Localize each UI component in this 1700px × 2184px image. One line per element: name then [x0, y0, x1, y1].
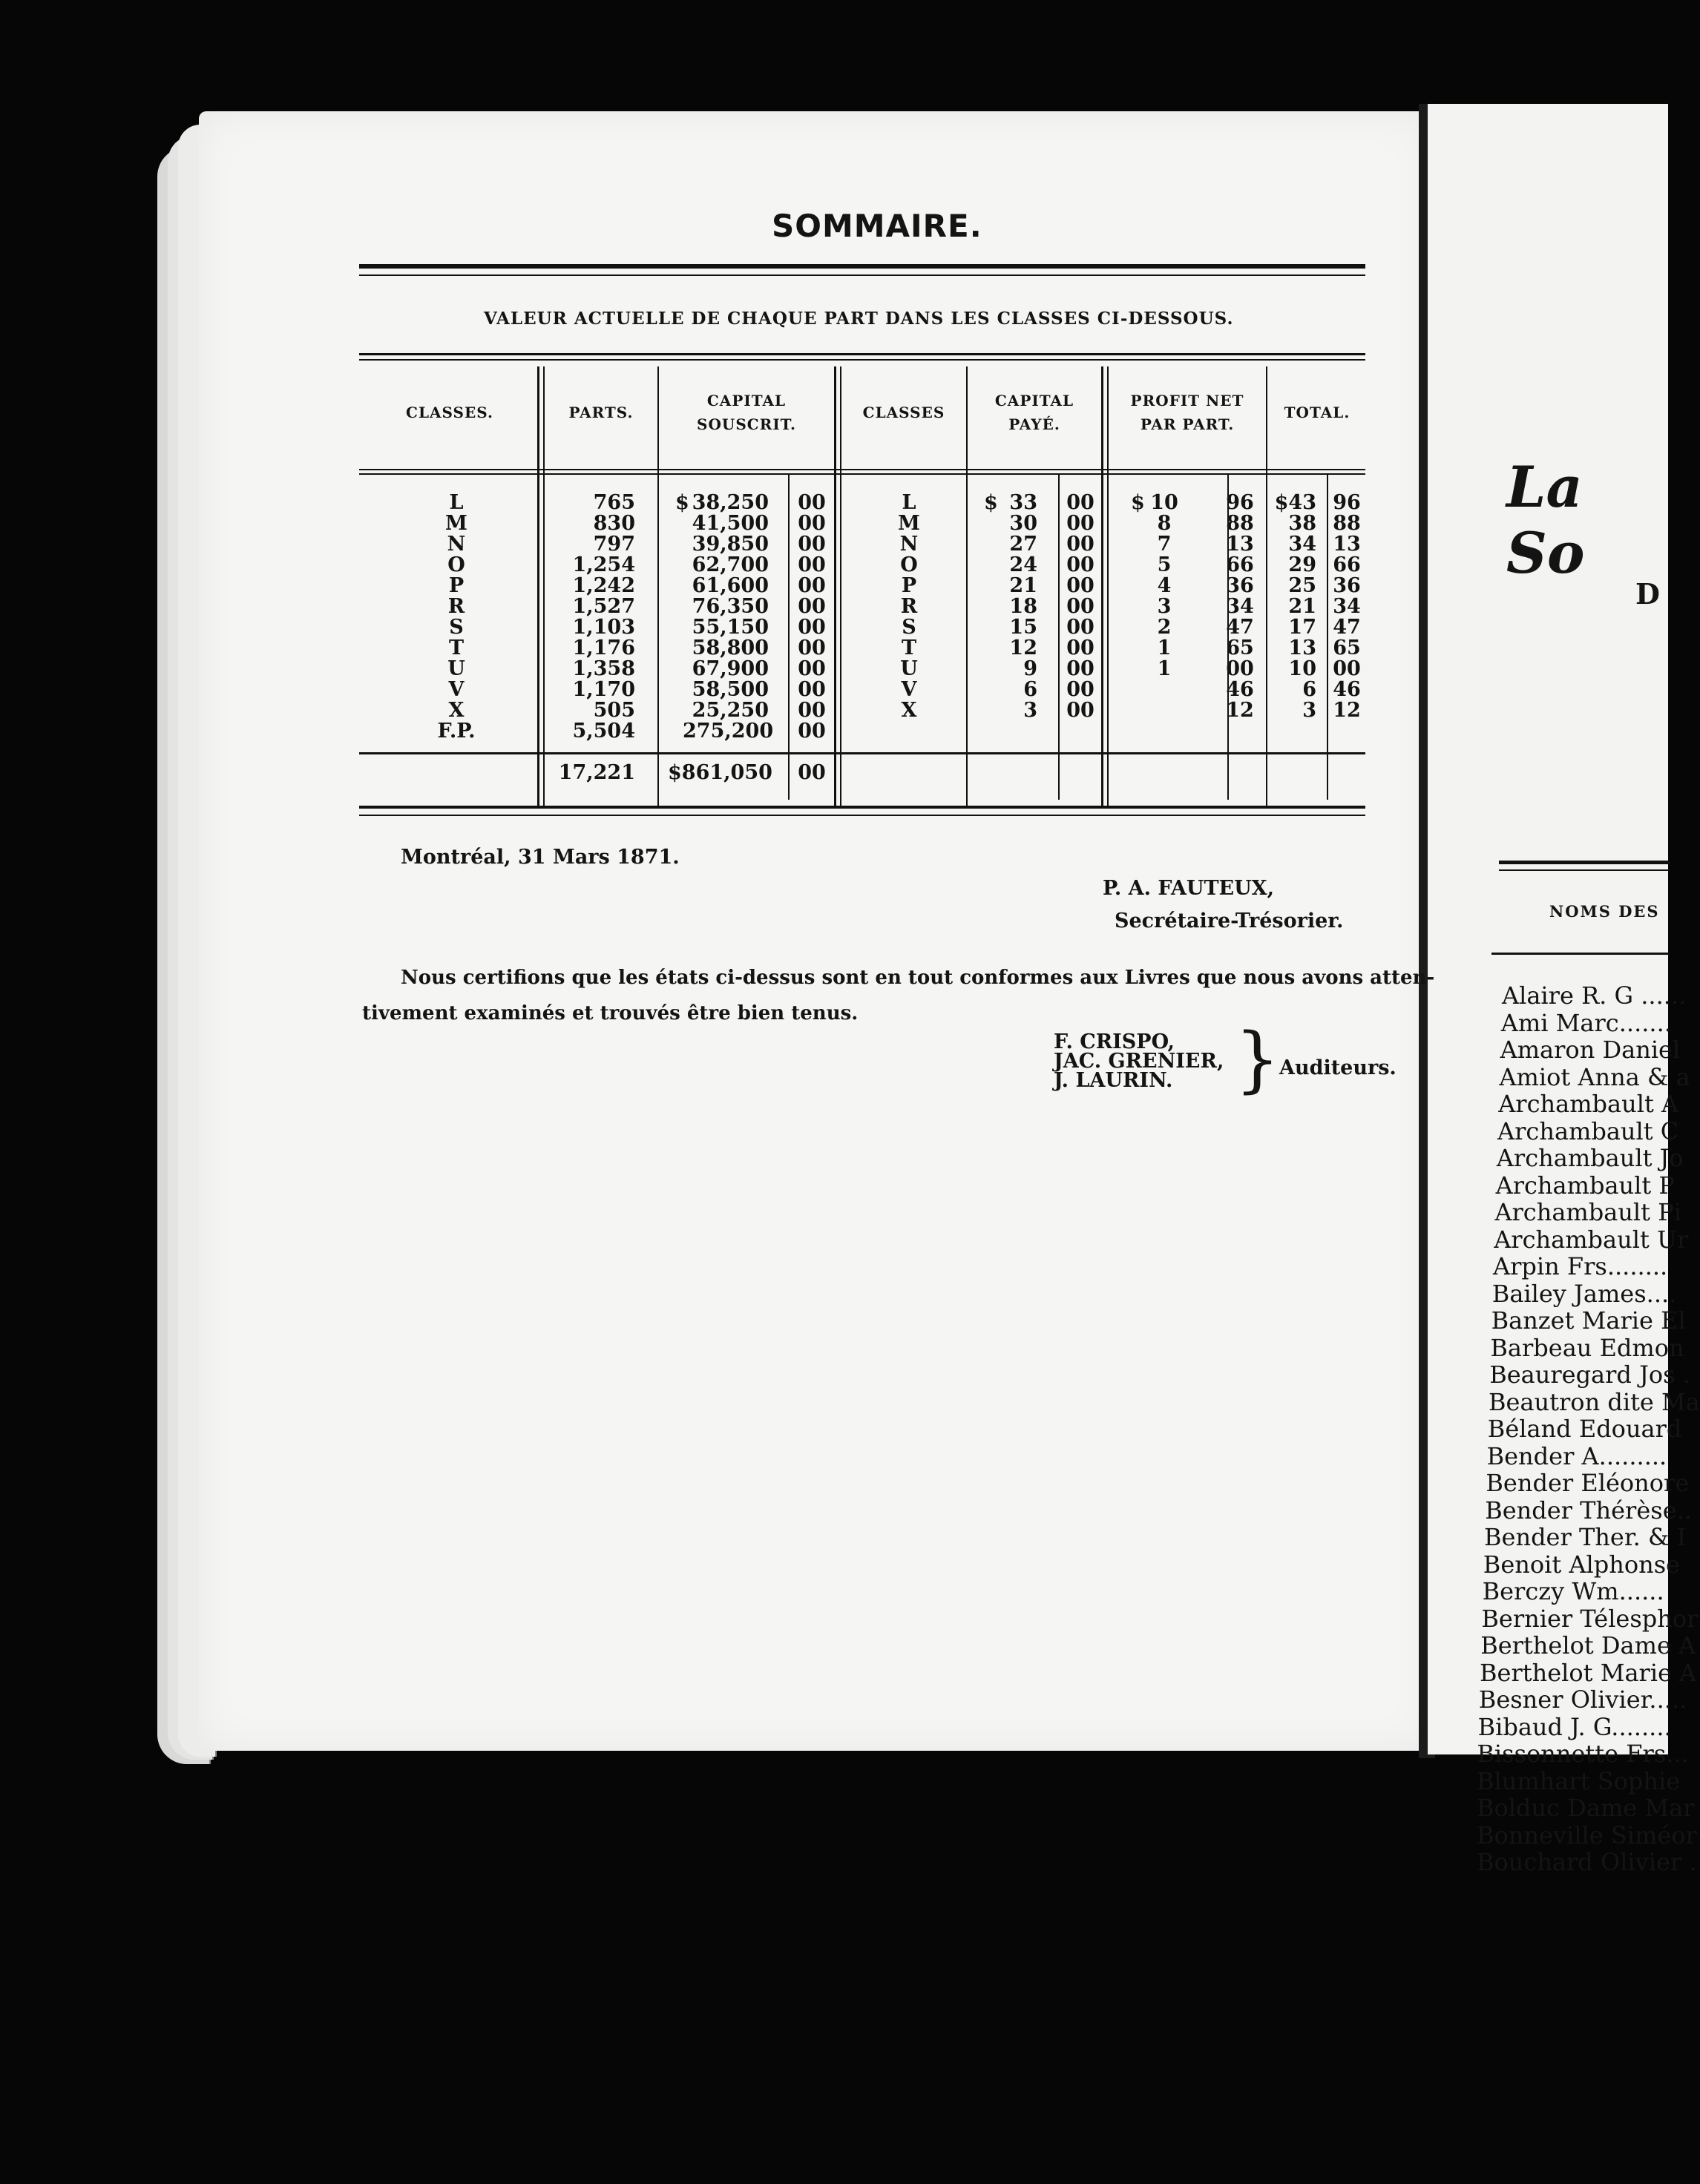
col-souscrit-dollar: $ — [675, 491, 689, 514]
total-parts: 17,221 — [558, 761, 635, 784]
auditor-1: F. CRISPO, — [1054, 1030, 1175, 1053]
column-rule — [537, 366, 539, 806]
right-rule-1 — [1499, 861, 1670, 864]
col-total-cents: 96 88 13 66 36 34 47 65 00 46 12 — [1333, 491, 1361, 722]
right-rule-2 — [1499, 869, 1670, 871]
name-entry: Arpin Frs........ — [1493, 1252, 1668, 1280]
col-classes: L M N O P R S T U V X F.P. — [437, 491, 476, 743]
col-paye: 33 30 27 24 21 18 15 12 9 6 3 — [1009, 491, 1037, 722]
col-profit-cents: 96 88 13 66 36 34 47 65 00 46 12 — [1226, 491, 1254, 722]
name-entry: Bender Thérèse.. — [1485, 1496, 1692, 1524]
header-classes-2 — [841, 401, 966, 424]
header-classes-label: CLASSES. — [406, 404, 493, 421]
column-rule — [543, 366, 545, 806]
signature-title: Secrétaire-Trésorier. — [1115, 910, 1344, 933]
name-entry: Bolduc Dame Mar — [1477, 1794, 1695, 1822]
total-souscrit: $861,050 — [668, 761, 772, 784]
page-title: SOMMAIRE. — [772, 208, 982, 244]
certification-line-2: tivement examinés et trouvés être bien tenus. — [362, 1002, 859, 1024]
name-entry: Archambault Pi — [1494, 1198, 1681, 1226]
name-entry: Béland Edouard — [1487, 1415, 1682, 1443]
name-entry: Alaire R. G ...... — [1502, 981, 1687, 1010]
header-capital-souscrit — [659, 389, 834, 436]
name-entry: Berthelot Dame A — [1480, 1631, 1696, 1660]
table-subtitle: VALEUR ACTUELLE DE CHAQUE PART DANS LES CLASSES CI-DESSOUS. — [484, 309, 1234, 329]
names-list — [1477, 982, 1700, 1876]
name-entry: Bouchard Olivier . — [1477, 1848, 1697, 1876]
rule-header-bottom-2 — [359, 473, 1365, 475]
name-entry: Bender A......... — [1486, 1441, 1667, 1470]
col-souscrit: 38,250 41,500 39,850 62,700 61,600 76,350 55,150 58,800 67,900 58,500 25,250 275,200 — [683, 491, 774, 743]
name-entry: Archambault A — [1498, 1090, 1679, 1118]
column-rule — [840, 366, 841, 806]
rule-table-bottom-2 — [359, 815, 1365, 816]
column-rule — [1058, 473, 1060, 800]
name-entry: Banzet Marie El — [1491, 1306, 1686, 1335]
auditor-2: JAC. GRENIER, — [1054, 1050, 1224, 1073]
header-classes — [364, 401, 536, 424]
header-capital-paye-line1: CAPITAL — [994, 392, 1074, 410]
name-entry: Bonneville Siméor — [1477, 1820, 1697, 1849]
col-profit: 10 8 7 5 4 3 2 1 1 — [1150, 491, 1178, 680]
header-parts-label: PARTS. — [568, 404, 634, 421]
rule-top-thin — [359, 274, 1365, 276]
name-entry: Archambault Jo — [1496, 1144, 1684, 1172]
total-cents: 00 — [798, 761, 826, 784]
name-entry: Bender Eléonore — [1486, 1469, 1690, 1497]
header-parts — [545, 401, 657, 424]
name-entry: Berczy Wm...... — [1482, 1577, 1664, 1605]
name-entry: Besner Olivier..... — [1478, 1685, 1687, 1714]
name-entry: Archambault Ur — [1494, 1225, 1689, 1254]
name-entry: Beauregard Jos . — [1489, 1361, 1690, 1389]
rule-top-thick — [359, 264, 1365, 269]
right-column-header: NOMS DES — [1549, 902, 1660, 921]
column-rule — [834, 366, 836, 806]
name-entry: Blumhart Sophie — [1477, 1766, 1681, 1795]
rule-sub-thin — [359, 359, 1365, 361]
name-entry: Archambault P — [1495, 1171, 1675, 1200]
header-capital-paye-line2: PAYÉ. — [1008, 415, 1060, 433]
rule-totals-top — [359, 752, 1365, 754]
name-entry: Berthelot Marie A — [1480, 1658, 1697, 1687]
certification-line-1: Nous certifions que les états ci-dessus sont en tout conformes aux Livres que nous avons atten- — [401, 967, 1435, 989]
name-entry: Amaron Daniel — [1500, 1036, 1681, 1064]
header-classes-2-label: CLASSES — [862, 404, 945, 421]
name-entry: Barbeau Edmon — [1490, 1333, 1684, 1362]
col-classes-2: L M N O P R S T U V X — [898, 491, 920, 722]
column-rule — [1101, 366, 1103, 806]
header-capital-souscrit-line1: CAPITAL — [706, 392, 787, 410]
header-capital-paye — [968, 389, 1101, 436]
column-rule — [1266, 366, 1267, 806]
name-entry: Ami Marc....... — [1500, 1008, 1672, 1037]
name-entry: Bailey James.... — [1491, 1279, 1677, 1308]
header-profit-line2: PAR PART. — [1140, 415, 1235, 433]
name-entry: Bender Ther. & I — [1484, 1523, 1687, 1551]
header-total-label: TOTAL. — [1284, 404, 1351, 421]
rule-header-bottom — [359, 469, 1365, 470]
col-paye-cents: 00 00 00 00 00 00 00 00 00 00 00 — [1066, 491, 1095, 722]
brace-icon: } — [1235, 1018, 1281, 1101]
name-entry: Bernier Télesphor — [1481, 1604, 1699, 1633]
right-page-title: La So — [1506, 454, 1585, 586]
rule-table-bottom — [359, 806, 1365, 809]
name-entry: Bissonnette Frs... — [1477, 1740, 1689, 1768]
right-rule-3 — [1491, 953, 1670, 955]
name-entry: Amiot Anna & a — [1499, 1062, 1690, 1091]
column-rule — [788, 473, 790, 800]
name-entry: Benoit Alphonse — [1483, 1550, 1681, 1579]
name-entry: Archambault C — [1497, 1116, 1679, 1145]
header-profit-line1: PROFIT NET — [1130, 392, 1244, 410]
header-profit — [1109, 389, 1266, 436]
col-total: $43 38 34 29 25 21 17 13 10 6 3 — [1274, 491, 1316, 722]
signature-name: P. A. FAUTEUX, — [1103, 877, 1275, 900]
header-total — [1267, 401, 1367, 424]
rule-sub-thick — [359, 353, 1365, 355]
auditors-label: Auditeurs. — [1279, 1056, 1397, 1079]
name-entry: Bibaud J. G........ — [1477, 1712, 1672, 1741]
col-parts: 765 830 797 1,254 1,242 1,527 1,103 1,176 1,358 1,170 505 5,504 — [572, 491, 635, 743]
col-profit-dollar: $ — [1131, 491, 1145, 514]
date-line: Montréal, 31 Mars 1871. — [401, 846, 680, 869]
auditor-3: J. LAURIN. — [1054, 1069, 1173, 1092]
name-entry: Beautron dite Ma — [1489, 1387, 1700, 1416]
column-rule — [1327, 473, 1328, 800]
header-capital-souscrit-line2: SOUSCRIT. — [697, 415, 796, 433]
right-page-letter: D — [1635, 577, 1660, 611]
col-paye-dollar: $ — [984, 491, 998, 514]
col-souscrit-cents: 00 00 00 00 00 00 00 00 00 00 00 00 — [798, 491, 826, 743]
